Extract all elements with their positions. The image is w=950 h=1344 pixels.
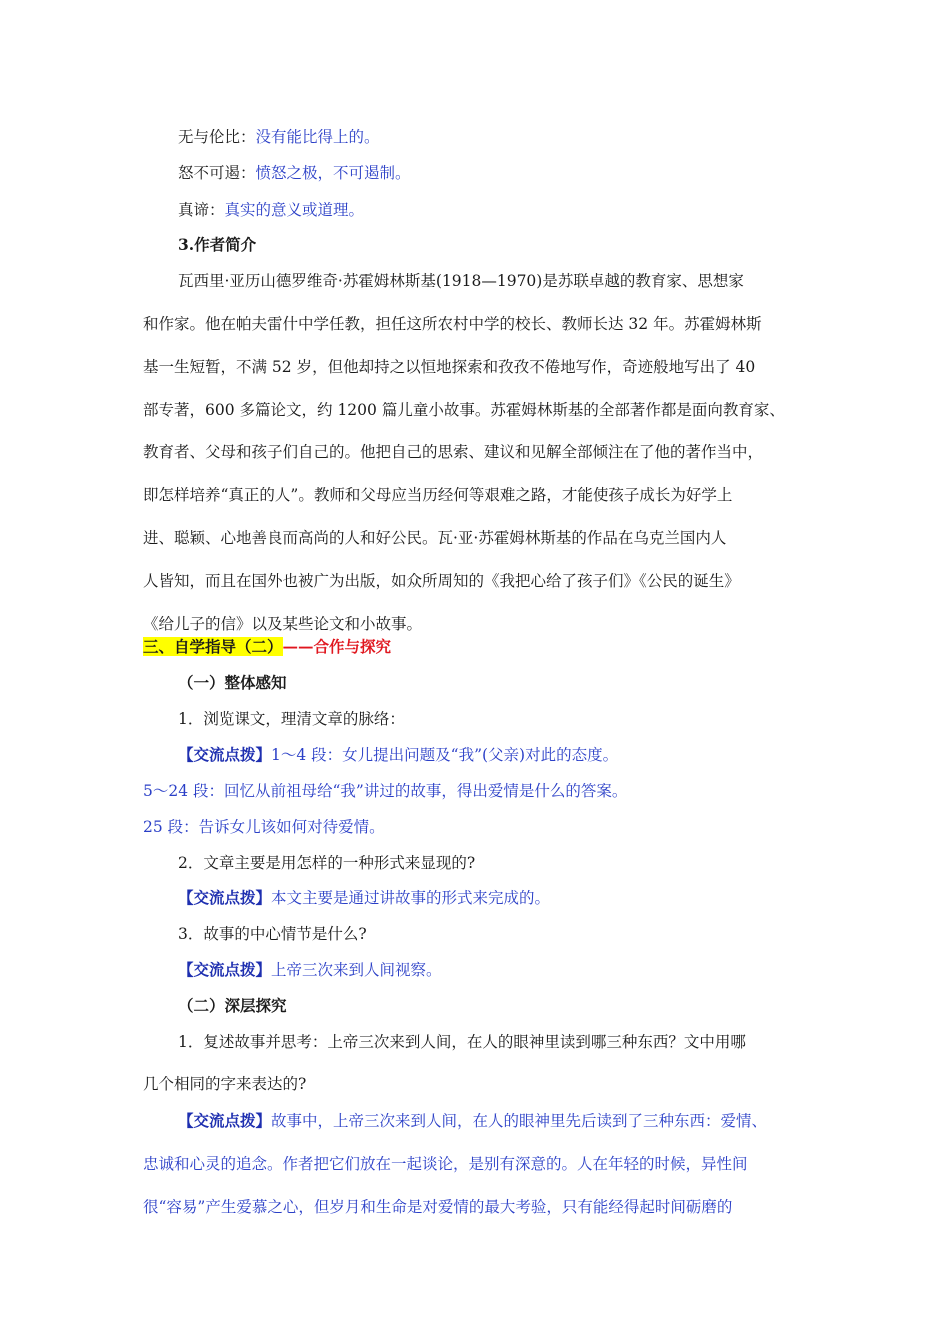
author-paragraph-line: 进、聪颖、心地善良而高尚的人和好公民。瓦·亚·苏霍姆林斯基的作品在乌克兰国内人 xyxy=(143,529,727,547)
term-word: 真谛： xyxy=(178,201,225,219)
author-paragraph-line: 和作家。他在帕夫雷什中学任教，担任这所农村中学的校长、教师长达 32 年。苏霍姆林斯 xyxy=(143,315,762,333)
answer-line: 忠诚和心灵的追念。作者把它们放在一起谈论，是别有深意的。人在年轻的时候，异性间 xyxy=(143,1155,748,1173)
tip-label: 【交流点拨】 xyxy=(178,960,272,979)
answer-line: 很“容易”产生爱慕之心，但岁月和生命是对爱情的最大考验，只有能经得起时间砺磨的 xyxy=(143,1198,733,1216)
term-item xyxy=(178,199,364,221)
term-definition: 没有能比得上的。 xyxy=(255,128,380,146)
answer-text: 上帝三次来到人间视察。 xyxy=(271,961,442,979)
subsection-heading: （二）深层探究 xyxy=(178,996,287,1015)
author-paragraph-line: 部专著，600 多篇论文，约 1200 篇儿童小故事。苏霍姆林斯基的全部著作都是面向教育家、 xyxy=(143,401,785,419)
author-paragraph-line: 即怎样培养“真正的人”。教师和父母应当历经何等艰难之路，才能使孩子成长为好学上 xyxy=(143,486,733,504)
answer-1-line xyxy=(178,744,618,766)
term-word: 无与伦比： xyxy=(178,128,256,146)
author-heading: 3.作者简介 xyxy=(178,235,257,254)
question-1: 1．浏览课文，理清文章的脉络： xyxy=(178,710,405,728)
term-item xyxy=(178,162,411,184)
question-line: 几个相同的字来表达的? xyxy=(143,1075,307,1093)
question-2: 2．文章主要是用怎样的一种形式来显现的? xyxy=(178,854,476,872)
tip-label: 【交流点拨】 xyxy=(178,888,272,907)
term-definition: 愤怒之极，不可遏制。 xyxy=(255,164,411,182)
answer-3 xyxy=(178,959,442,981)
author-paragraph-line: 人皆知，而且在国外也被广为出版，如众所周知的《我把心给了孩子们》《公民的诞生》 xyxy=(143,572,740,590)
author-paragraph-line: 教育者、父母和孩子们自己的。他把自己的思索、建议和见解全部倾注在了他的著作当中， xyxy=(143,443,764,461)
answer-text: 故事中，上帝三次来到人间，在人的眼神里先后读到了三种东西：爱情、 xyxy=(271,1112,768,1130)
answer-text: 1～4 段：女儿提出问题及“我”(父亲)对此的态度。 xyxy=(271,746,619,764)
author-paragraph-line: 《给儿子的信》以及某些论文和小故事。 xyxy=(143,615,423,633)
answer-1-line: 25 段：告诉女儿该如何对待爱情。 xyxy=(143,818,385,836)
term-item xyxy=(178,126,380,148)
answer-line xyxy=(178,1110,767,1132)
section-heading xyxy=(143,636,391,658)
subsection-heading: （一）整体感知 xyxy=(178,673,287,692)
answer-1-line: 5～24 段：回忆从前祖母给“我”讲过的故事，得出爱情是什么的答案。 xyxy=(143,782,628,800)
answer-text: 本文主要是通过讲故事的形式来完成的。 xyxy=(271,889,551,907)
question-3: 3．故事的中心情节是什么? xyxy=(178,925,367,943)
tip-label: 【交流点拨】 xyxy=(178,745,272,764)
tip-label: 【交流点拨】 xyxy=(178,1111,272,1130)
term-word: 怒不可遏： xyxy=(178,164,256,182)
answer-2 xyxy=(178,887,550,909)
author-paragraph-line: 基一生短暂，不满 52 岁，但他却持之以恒地探索和孜孜不倦地写作，奇迹般地写出了 40 xyxy=(143,358,756,376)
section-heading-highlight: 三、自学指导（二） xyxy=(143,637,283,656)
author-paragraph-line: 瓦西里·亚历山德罗维奇·苏霍姆林斯基(1918—1970)是苏联卓越的教育家、思想家 xyxy=(178,272,744,290)
term-definition: 真实的意义或道理。 xyxy=(224,201,365,219)
question-line: 1．复述故事并思考：上帝三次来到人间，在人的眼神里读到哪三种东西？文中用哪 xyxy=(178,1033,746,1051)
section-heading-subtitle: ——合作与探究 xyxy=(282,637,392,656)
